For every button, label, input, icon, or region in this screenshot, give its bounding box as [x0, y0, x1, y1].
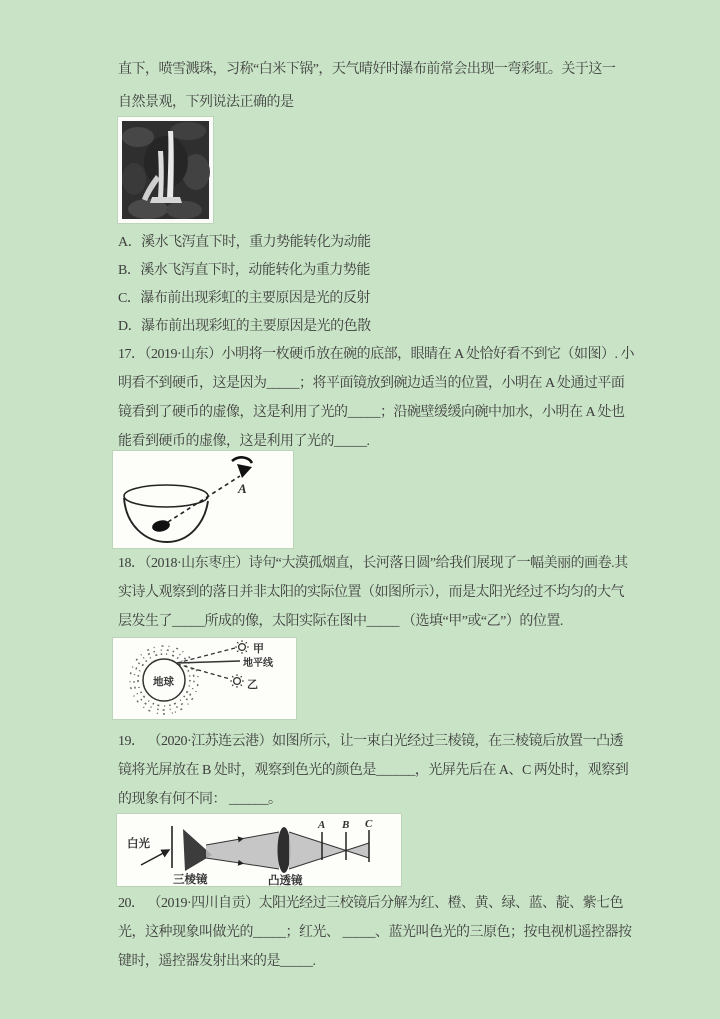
label-b: B [342, 819, 350, 831]
prism-label: 三棱镜 [173, 874, 208, 886]
question-20-line-3: 键时，遥控器发射出来的是_____. [118, 954, 316, 969]
convex-lens [278, 827, 291, 873]
label-c: C [365, 818, 373, 830]
question-16-intro-line-2: 自然景观，下列说法正确的是 [118, 95, 294, 110]
waterfall-photo [118, 117, 213, 223]
lens-label: 凸透镜 [268, 875, 303, 886]
figure-waterfall-photo [118, 117, 213, 223]
question-17-line-1: 17．（2019·山东）小明将一枚硬币放在碗的底部，眼睛在 A 处恰好看不到它（如图）. 小 [118, 347, 634, 362]
figure-bowl-coin [113, 451, 293, 548]
question-18-line-1: 18．（2018·山东枣庄）诗句“大漠孤烟直，长河落日圆”给我们展现了一幅美丽的画卷.其 [118, 556, 628, 571]
question-18-line-3: 层发生了_____所成的像，太阳实际在图中_____ （选填“甲”或“乙”）的位置. [118, 614, 563, 629]
question-16-intro-line-1: 直下，喷雪溅珠，习称“白米下锅”，天气晴好时瀑布前常会出现一弯彩虹。关于这一 [118, 62, 616, 77]
horizon-label: 地平线 [243, 658, 273, 669]
white-light-label: 白光 [127, 838, 150, 850]
sun-jia-label: 甲 [253, 643, 264, 655]
question-17-line-4: 能看到硬币的虚像，这是利用了光的_____. [118, 434, 370, 449]
question-19-line-3: 的现象有何不同： ______。 [118, 792, 282, 807]
option-a: A．溪水飞泻直下时，重力势能转化为动能 [118, 235, 371, 250]
option-c: C．瀑布前出现彩虹的主要原因是光的反射 [118, 291, 370, 306]
question-20-line-2: 光，这种现象叫做光的_____；红光、 _____、蓝光叫色光的三原色；按电视机遥控器按 [118, 925, 632, 940]
question-19-line-2: 镜将光屏放在 B 处时，观察到色光的颜色是______，光屏先后在 A、C 两处时，观察到 [118, 763, 629, 778]
figure-prism-lens [117, 814, 401, 886]
option-b: B．溪水飞泻直下时，动能转化为重力势能 [118, 263, 370, 278]
question-18-line-2: 实诗人观察到的落日并非太阳的实际位置（如图所示），而是太阳光经过不均匀的大气 [118, 585, 624, 600]
question-20-line-1: 20． （2019·四川自贡）太阳光经过三校镜后分解为红、橙、黄、绿、蓝、靛、紫七色 [118, 896, 624, 911]
option-d: D．瀑布前出现彩虹的主要原因是光的色散 [118, 319, 371, 334]
label-a: A [318, 819, 326, 831]
eye-position-label: A [238, 481, 247, 496]
question-17-line-2: 明看不到硬币，这是因为_____；将平面镜放到碗边适当的位置，小明在 A 处通过平面 [118, 376, 625, 391]
figure-earth-sunset [113, 638, 296, 719]
earth-label: 地球 [153, 677, 174, 688]
question-19-line-1: 19． （2020·江苏连云港）如图所示，让一束白光经过三棱镜，在三棱镜后放置一凸透 [118, 734, 624, 749]
sun-yi-label: 乙 [247, 679, 258, 691]
question-17-line-3: 镜看到了硬币的虚像，这是利用了光的_____；沿碗壁缓缓向碗中加水，小明在 A 处也 [118, 405, 625, 420]
